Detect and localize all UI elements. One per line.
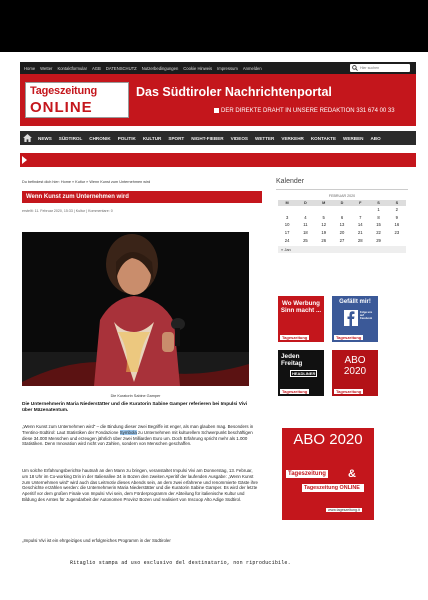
calendar-day[interactable]: 3 <box>285 214 289 220</box>
clipping-notice: Ritaglio stampa ad uso esclusivo del destinatario, non riproducibile. <box>70 560 291 566</box>
site-header <box>20 74 416 126</box>
site-logo[interactable] <box>25 82 129 118</box>
header-subline <box>214 108 395 114</box>
calendar-day[interactable]: 6 <box>340 214 344 220</box>
calendar-day[interactable] <box>315 206 333 214</box>
calendar-day[interactable] <box>351 206 369 214</box>
ad-abo-2020[interactable] <box>282 428 374 520</box>
calendar-day[interactable] <box>278 206 296 214</box>
weekday: F <box>351 200 369 206</box>
article-paragraph-1-a: „Wenn Kunst zum Unternehmen wird“ – die Bindung dieser zwei Begriffe ist enger, als man glauben mag. Besonders in Trentino-Südtirol: Laut Statistiken der Fondazione <box>22 424 254 435</box>
calendar-day[interactable]: 7 <box>359 214 362 220</box>
logo-line1: Tageszeitung <box>30 85 98 97</box>
calendar-day[interactable]: 4 <box>304 214 307 220</box>
search-icon[interactable] <box>352 65 358 71</box>
weekday: M <box>315 200 333 206</box>
chevron-right-icon[interactable] <box>22 156 27 164</box>
breadcrumb[interactable]: Du befindest dich hier: Home » Kultur » Wenn Kunst zum Unternehmen wird <box>22 180 151 184</box>
calendar-day[interactable]: 18 <box>303 230 308 236</box>
calendar-day[interactable]: 12 <box>321 222 327 228</box>
calendar-day[interactable]: 28 <box>357 237 363 243</box>
ad-abo-amp: & <box>348 468 356 480</box>
util-link-wetter[interactable]: Wetter <box>40 65 53 71</box>
sidebar-divider <box>276 189 408 190</box>
ad-abo-url: www.tageszeitung.it <box>328 508 360 512</box>
weekday: S <box>369 200 387 206</box>
calendar-month: FEBRUAR 2020 <box>328 194 356 198</box>
calendar-day[interactable]: 8 <box>377 214 380 220</box>
calendar-day[interactable]: 14 <box>357 222 363 228</box>
calendar-day[interactable]: 24 <box>284 237 290 243</box>
article-paragraph-2: Um solche Erfahrungsberichte hautnah an den Mann zu bringen, veranstaltet Impulsi Vivi am Donnerstag, 13. Februar, um 18 Uhr im Co-working Drin in der Italienallee 34 in Bozen den zweiten Aperitif der laufenden Ausgabe: „Wenn Kunst zum Unternehmen wird“ wird auch das Leitmotiv dieses Abends sein, an dem zwei erfahrene und renommierte Gäste ihre Geschichte erzählen werden: die Unternehmerin Maria Niederstätter und die Kuratorin Sabine Gamper. Es wird der letzte Aperitif vor dem großen Finale von Impulsi Vivi sein, dem Förderprogramm der Abteilung für italienische Kultur und Bildung des Amtes für Jugendarbeit der Autonomen Provinz Bozen und realisiert von Inscoop Alto Adige Südtirol. <box>22 468 258 502</box>
news-ticker[interactable] <box>20 153 416 167</box>
nav-item-videos[interactable]: VIDEOS <box>230 135 248 141</box>
calendar-day[interactable] <box>388 236 406 244</box>
ad-werbung-text: Wo Werbung Sinn macht ... <box>280 300 322 314</box>
calendar-day[interactable]: 17 <box>284 230 290 236</box>
header-hotline: DER DIREKTE DRAHT IN UNSERE REDAKTION 331 674 00 33 <box>221 108 395 115</box>
nav-item-sport[interactable]: SPORT <box>168 135 185 141</box>
nav-item-night-fieber[interactable]: NIGHT-FIEBER <box>191 135 224 141</box>
calendar-prev-month[interactable]: « Jan <box>278 246 406 253</box>
calendar-week <box>278 236 406 244</box>
weekday: D <box>296 200 314 206</box>
util-link-impressum[interactable]: Impressum <box>217 65 238 71</box>
main-nav <box>20 131 416 145</box>
ad-abo-2020-title: ABO 2020 <box>293 431 363 448</box>
article-photo <box>22 232 249 398</box>
nav-item-politik[interactable]: POLITIK <box>117 135 136 141</box>
calendar-day[interactable]: 27 <box>339 237 345 243</box>
article-paragraph-1-b: zu Unternehmen mit kulturellem Schwerpunkt beschäftigen diese 34.000 Menschen und erzeugen jährlich über zwei Milliarden Euro um. Doch Erfahrung spricht mehr als 1.000 Statistiken. Denn Innovation wird nicht von Zahlen, sondern von Menschen geschaffen. <box>22 429 253 447</box>
nav-item-werben[interactable]: WERBEN <box>343 135 364 141</box>
ad-freitag[interactable] <box>278 350 324 396</box>
ad-facebook-logo: Tageszeitung <box>336 335 362 340</box>
calendar-day[interactable]: 10 <box>284 222 290 228</box>
calendar-week <box>278 221 406 229</box>
ad-freitag-text: Jeden Freitag <box>281 353 303 367</box>
ad-abo-small-logo: Tageszeitung <box>336 389 362 394</box>
util-link-cookie[interactable]: Cookie Hinweis <box>183 65 213 71</box>
calendar-week <box>278 229 406 237</box>
calendar-day[interactable]: 1 <box>377 207 380 213</box>
calendar-day[interactable]: 21 <box>357 230 363 236</box>
ad-abo-small[interactable] <box>332 350 378 396</box>
calendar-day[interactable]: 16 <box>394 222 400 228</box>
search-input[interactable] <box>360 66 408 70</box>
calendar-day[interactable]: 5 <box>322 214 325 220</box>
home-icon[interactable] <box>20 131 34 145</box>
calendar-day[interactable]: 29 <box>376 237 381 243</box>
calendar-week <box>278 214 406 222</box>
nav-item-suedtirol[interactable]: SÜDTIROL <box>58 135 83 141</box>
photo-caption: Die Kuratorin Sabine Gamper <box>110 394 161 398</box>
calendar-day[interactable] <box>296 206 314 214</box>
top-black-bar <box>0 0 428 52</box>
ad-werbung-logo: Tageszeitung <box>282 335 308 340</box>
util-link-home[interactable]: Home <box>24 65 36 71</box>
weekday: D <box>333 200 351 206</box>
search-box[interactable] <box>350 64 410 72</box>
highlighted-text: Symbola <box>119 429 137 435</box>
utility-nav <box>20 62 416 74</box>
facebook-icon <box>344 310 358 326</box>
ad-facebook-text: Gefällt mir! <box>339 299 371 305</box>
nav-item-kultur[interactable]: KULTUR <box>142 135 162 141</box>
bottom-strip <box>0 588 428 600</box>
calendar-day[interactable]: 26 <box>321 237 327 243</box>
phone-icon <box>214 108 219 113</box>
util-link-anmelden[interactable]: Anmelden <box>242 65 262 71</box>
calendar-day[interactable]: 2 <box>395 207 399 213</box>
article <box>22 191 262 213</box>
util-link-nutzerbedingungen[interactable]: Nutzerbedingungen <box>141 65 179 71</box>
header-tagline: Das Südtiroler Nachrichtenportal <box>136 85 332 99</box>
article-title: Wenn Kunst zum Unternehmen wird <box>22 191 262 203</box>
calendar-day[interactable]: 19 <box>321 230 327 236</box>
nav-item-verkehr[interactable]: VERKEHR <box>281 135 304 141</box>
util-link-kontaktformular[interactable]: Kontaktformular <box>57 65 87 71</box>
ad-werbung[interactable] <box>278 296 324 342</box>
nav-item-wetter[interactable]: WETTER <box>254 135 275 141</box>
article-paragraph-1 <box>22 424 258 447</box>
nav-item-chronik[interactable]: CHRONIK <box>89 135 111 141</box>
calendar-day[interactable]: 20 <box>339 230 345 236</box>
ad-facebook-sub: Folge uns auf Facebook <box>360 311 373 320</box>
calendar-day[interactable]: 11 <box>303 222 308 228</box>
calendar-day[interactable]: 15 <box>376 222 381 228</box>
calendar-day[interactable]: 22 <box>376 230 381 236</box>
ad-abo-brand-2: Tageszeitung ONLINE <box>302 484 364 492</box>
calendar-widget <box>278 194 406 253</box>
calendar-day[interactable] <box>333 206 351 214</box>
calendar-table <box>278 200 406 244</box>
calendar-title: Kalender <box>276 178 305 185</box>
ad-facebook[interactable] <box>332 296 378 342</box>
util-link-agb[interactable]: AGB <box>92 65 101 71</box>
util-link-datenschutz[interactable]: DATENSCHUTZ <box>105 65 137 71</box>
logo-line2: ONLINE <box>30 99 93 116</box>
calendar-day[interactable]: 13 <box>339 222 345 228</box>
article-meta: erstellt: 11. Februar 2020, 15:33 | Kultur | Kommentare: 0 <box>22 209 113 213</box>
calendar-day[interactable]: 9 <box>395 214 399 220</box>
nav-item-kontakte[interactable]: KONTAKTE <box>310 135 337 141</box>
page-frame <box>14 52 422 588</box>
weekday: S <box>388 200 406 206</box>
ad-freitag-badge: HEADLINER <box>292 371 316 376</box>
article-lead: Die Unternehmerin Maria Niederstätter und die Kuratorin Sabine Gamper referieren bei Impulsi Vivi über Mäzenatentum. <box>22 402 248 414</box>
nav-item-news[interactable]: NEWS <box>38 135 52 141</box>
calendar-day[interactable]: 23 <box>394 230 400 236</box>
calendar-day[interactable]: 25 <box>303 237 308 243</box>
portrait-image <box>22 232 249 392</box>
ad-abo-small-text: ABO 2020 <box>343 355 367 377</box>
nav-item-abo[interactable]: ABO <box>370 135 381 141</box>
calendar-week <box>278 206 406 214</box>
article-paragraph-3: „Impulsi Vivi ist ein ehrgeiziges und erfolgreiches Programm in der Südtiroler <box>22 538 171 543</box>
weekday: M <box>278 200 296 206</box>
ad-freitag-logo: Tageszeitung <box>282 389 308 394</box>
ad-abo-brand-1: Tageszeitung <box>288 471 326 477</box>
